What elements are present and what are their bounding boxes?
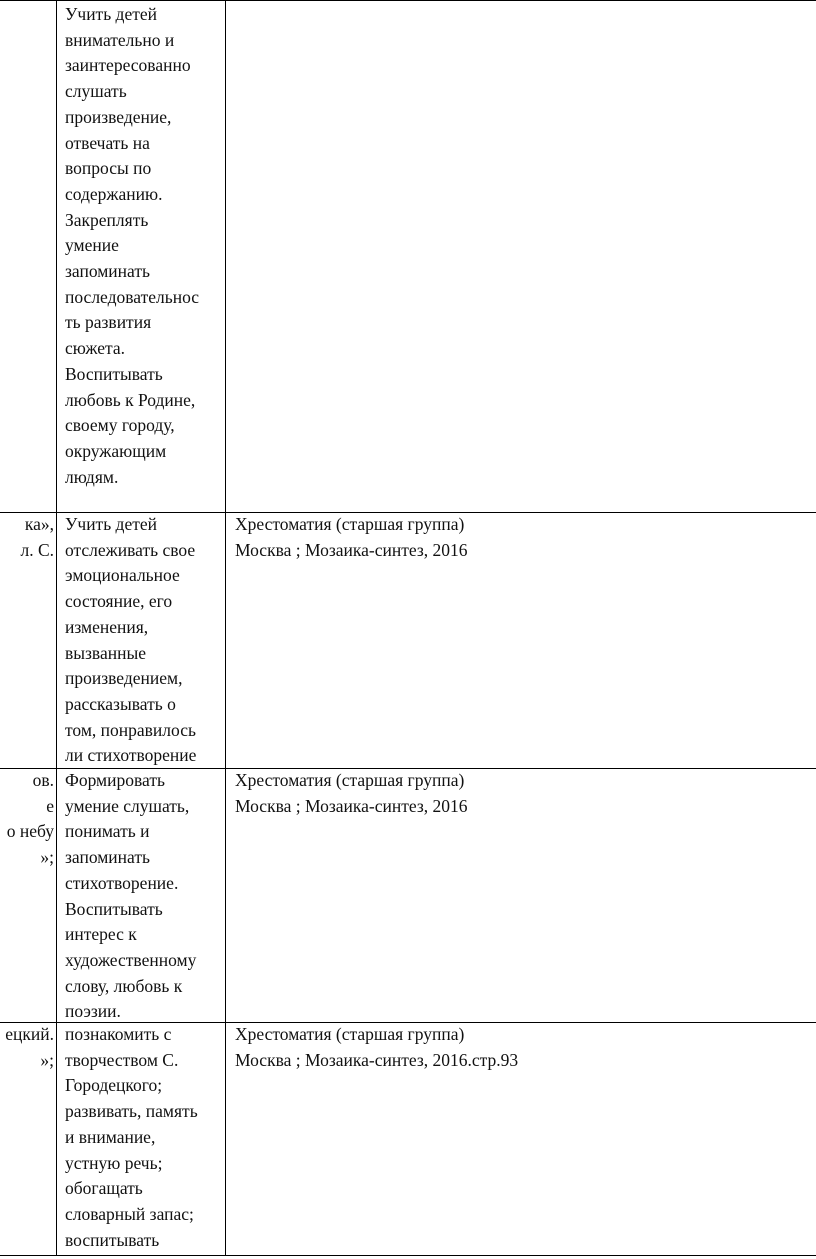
cell-source: Хрестоматия (старшая группа) Москва ; Мозаика-синтез, 2016 xyxy=(235,770,468,816)
cell-title-fragment xyxy=(0,768,56,1022)
column-divider-1 xyxy=(56,0,57,1256)
title-fragment-text: ецкий. »; xyxy=(5,1024,54,1070)
cell-source: Хрестоматия (старшая группа) Москва ; Мозаика-синтез, 2016 xyxy=(235,514,468,560)
cell-goals: Учить детей внимательно и заинтересованно слушать произведение, отвечать на вопросы по содержанию. Закреплять умение запоминать последовательнос ть развития сюжета. Воспитывать любовь к Родине, своему городу, окружающим людям. xyxy=(65,4,200,487)
cell-goals: познакомить с творчеством С. Городецкого; развивать, память и внимание, устную речь; обогащать словарный запас; воспитывать xyxy=(65,1024,198,1250)
column-divider-2 xyxy=(225,0,226,1256)
cell-title-fragment xyxy=(0,512,56,768)
cell-source: Хрестоматия (старшая группа) Москва ; Мозаика-синтез, 2016.стр.93 xyxy=(235,1024,519,1070)
title-fragment-text: ка», л. С. xyxy=(20,514,54,560)
table-bottom-border xyxy=(0,1255,816,1256)
title-fragment-text: ов. е о небу »; xyxy=(6,770,54,868)
table-top-border xyxy=(0,0,816,1)
cell-title-fragment xyxy=(0,0,56,512)
cell-goals: Учить детей отслеживать свое эмоциональное состояние, его изменения, вызванные произведением, рассказывать о том, понравилось ли стихотворение xyxy=(65,514,197,766)
cell-goals: Формировать умение слушать, понимать и запоминать стихотворение. Воспитывать интерес к художественному слову, любовь к поэзии. xyxy=(65,770,197,1022)
cell-title-fragment xyxy=(0,1022,56,1255)
